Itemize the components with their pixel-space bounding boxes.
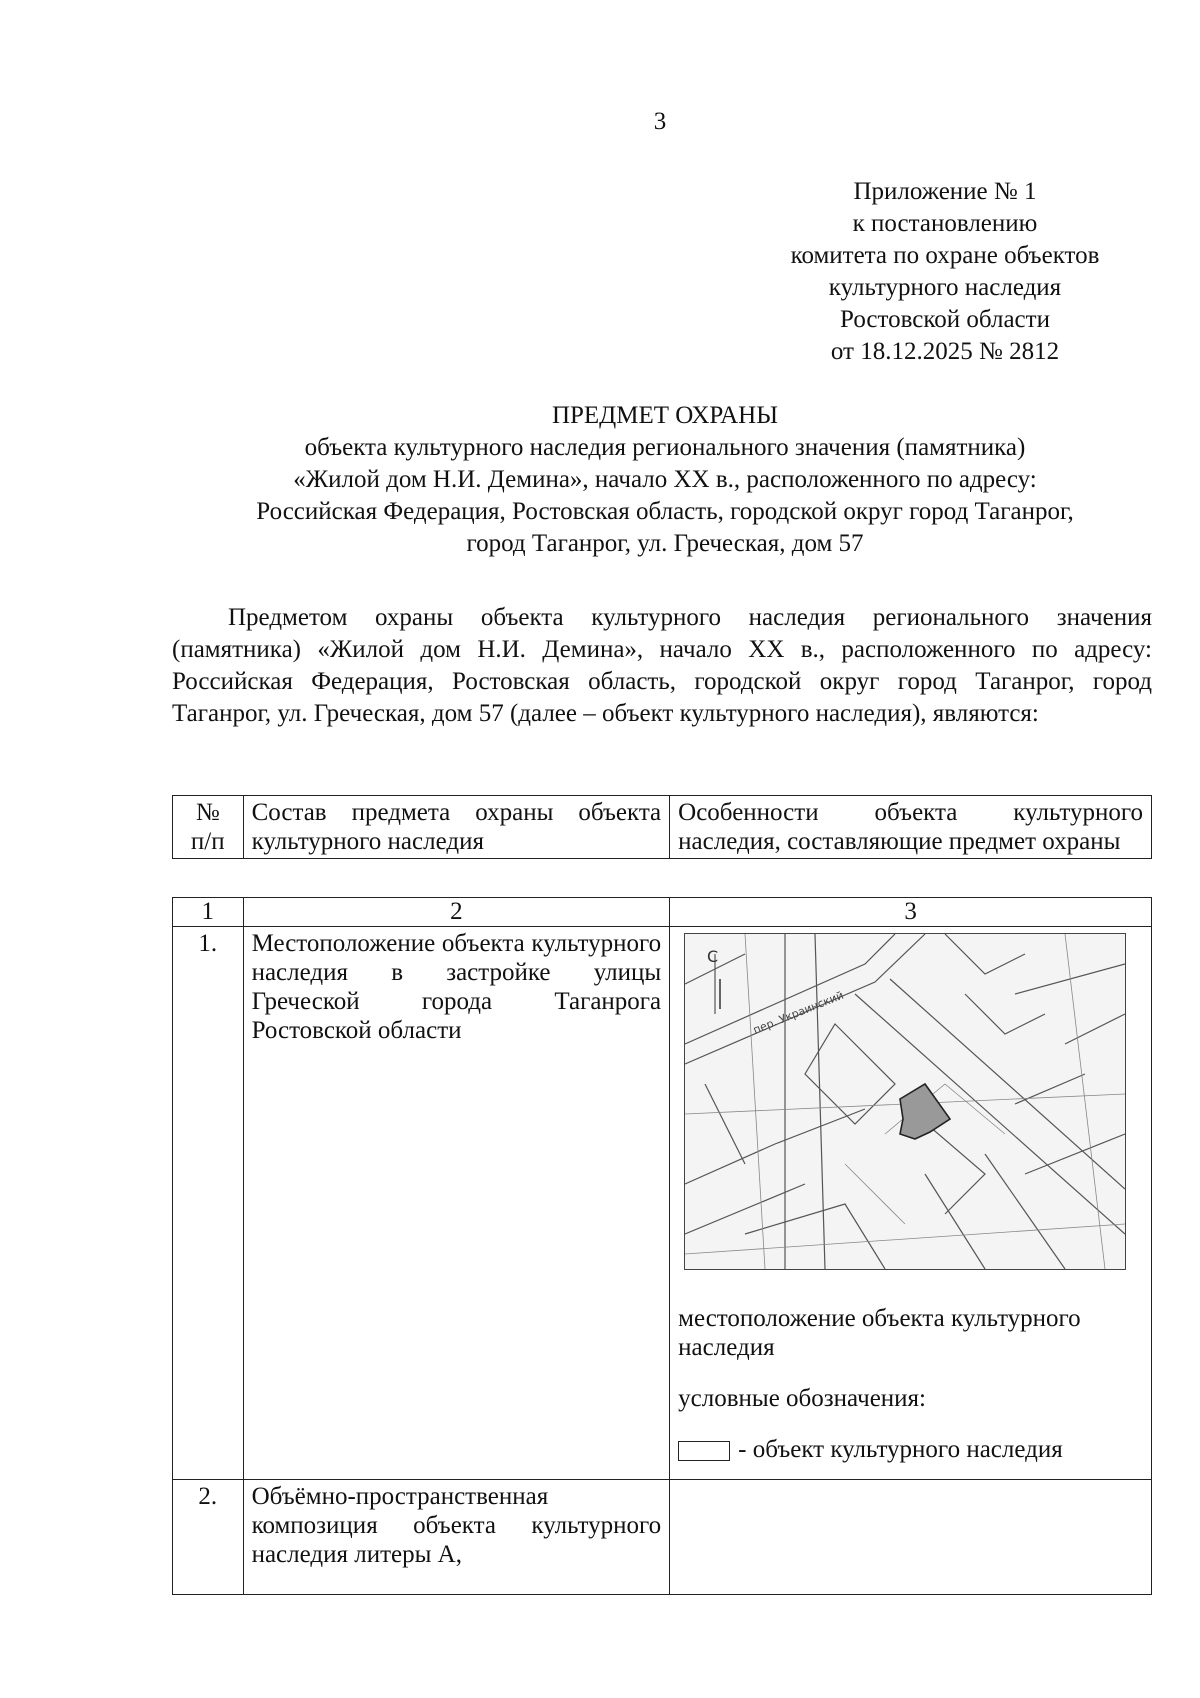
title-line: «Жилой дом Н.И. Демина», начало XX в., расположенного по адресу: [293,466,1037,493]
title-heading: ПРЕДМЕТ ОХРАНЫ [551,402,779,429]
intro-text: Предметом охраны объекта культурного наследия регионального значения (памятника) «Жилой дом Н.И. Демина», начало XX в., расположенного по адресу: Российская Федерация, Ростовская область, городской округ город Таганрог, город Таганрог, ул. Греческая, дом 57 (далее – объект культурного наследия), являются: [172,604,1152,727]
table-row [173,1480,1152,1595]
row-number: 1. [173,927,244,1480]
title-line: Российская Федерация, Ростовская область, городской округ город Таганрог, [256,498,1074,525]
protection-table [172,897,1152,1595]
row-composition: Объёмно-пространственная композиция объекта культурного наследия литеры А, [243,1480,670,1595]
row-number: 2. [173,1480,244,1595]
table-row [173,927,1152,1480]
table-header-row [173,796,1152,859]
appendix-line: к постановлению [852,210,1038,237]
header-number-sign: № [195,799,220,826]
title-line: объекта культурного наследия регионального значения (памятника) [304,434,1026,461]
header-composition: Состав предмета охраны объекта культурного наследия [243,796,670,859]
appendix-header [750,176,1140,368]
header-features: Особенности объекта культурного наследия, составляющие предмет охраны [670,796,1152,859]
appendix-line: от 18.12.2025 № 2812 [830,338,1060,365]
map-street-label: пер. Украинский [751,988,846,1037]
map-north-letter: С [707,947,719,966]
location-map-image [684,933,1126,1270]
appendix-line: культурного наследия [828,274,1062,301]
legend-box-icon [678,1441,730,1461]
column-number: 1 [173,898,244,927]
legend-item [678,1435,1143,1464]
header-number-pp: п/п [190,828,225,855]
header-number [173,796,244,859]
page-number: 3 [653,108,667,135]
intro-paragraph [172,602,1152,730]
appendix-line: комитета по охране объектов [790,242,1100,269]
column-number: 2 [243,898,670,927]
table-header [172,795,1152,859]
title-line: город Таганрог, ул. Греческая, дом 57 [466,530,864,557]
appendix-line: Ростовской области [840,306,1050,333]
map-caption: местоположение объекта культурного наследия [678,1305,1081,1361]
legend-item-label: - объект культурного наследия [738,1436,1063,1463]
row-features [670,927,1152,1480]
row-composition: Местоположение объекта культурного наследия в застройке улицы Греческой города Таганрога Ростовской области [243,927,670,1480]
appendix-line: Приложение № 1 [853,178,1037,205]
document-title [160,400,1170,560]
column-number: 3 [670,898,1152,927]
column-number-row [173,898,1152,927]
legend-title: условные обозначения: [678,1385,926,1412]
row-features [670,1480,1152,1595]
